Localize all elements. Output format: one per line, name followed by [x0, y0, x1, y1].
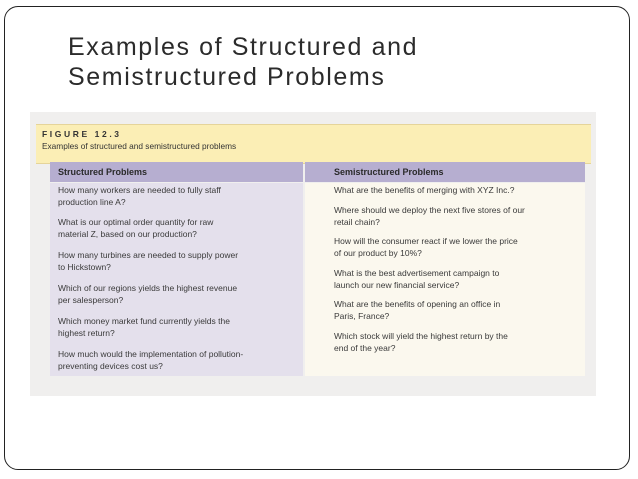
structured-item-line: to Hickstown? [58, 261, 111, 272]
structured-item-line: How much would the implementation of pollution- [58, 349, 244, 359]
figure-image [30, 112, 596, 396]
structured-item-line: What is our optimal order quantity for raw [58, 217, 214, 227]
structured-item [58, 283, 290, 306]
structured-item-line: How many workers are needed to fully staff [58, 185, 221, 195]
semistructured-column-header: Semistructured Problems [305, 162, 585, 182]
semistructured-item-line: What are the benefits of merging with XYZ Inc.? [334, 185, 515, 195]
structured-item [58, 349, 290, 372]
semistructured-item-line: launch our new financial service? [334, 279, 460, 290]
semistructured-item [334, 268, 574, 291]
semistructured-item-line: What are the benefits of opening an office in [334, 299, 501, 309]
structured-item-line: per salesperson? [58, 294, 124, 305]
slide-title-line-1: Examples of Structured and [68, 33, 419, 61]
semistructured-item-line: What is the best advertisement campaign to [334, 268, 500, 278]
structured-item-line: preventing devices cost us? [58, 360, 163, 371]
semistructured-item [334, 331, 574, 354]
structured-item-line: material Z, based on our production? [58, 228, 197, 239]
semistructured-item-line: end of the year? [334, 342, 396, 353]
semistructured-item [334, 205, 574, 228]
structured-item-line: Which money market fund currently yields the [58, 316, 230, 326]
structured-item [58, 185, 290, 208]
structured-item [58, 316, 290, 339]
slide-title [68, 32, 568, 92]
structured-item-line: production line A? [58, 196, 126, 207]
semistructured-item-line: How will the consumer react if we lower the price [334, 236, 518, 246]
semistructured-item-line: of our product by 10%? [334, 247, 422, 258]
structured-item-line: Which of our regions yields the highest revenue [58, 283, 238, 293]
semistructured-item [334, 185, 574, 197]
figure-header [36, 124, 591, 164]
structured-column-header: Structured Problems [50, 162, 303, 182]
figure-label: FIGURE 12.3 [42, 129, 122, 139]
structured-column [50, 183, 303, 376]
semistructured-item [334, 236, 574, 259]
structured-item-line: How many turbines are needed to supply power [58, 250, 239, 260]
structured-item [58, 217, 290, 240]
semistructured-item-line: Paris, France? [334, 310, 390, 321]
semistructured-item-line: retail chain? [334, 216, 380, 227]
structured-item [58, 250, 290, 273]
structured-item-line: highest return? [58, 327, 115, 338]
figure-caption: Examples of structured and semistructured problems [42, 141, 237, 151]
semistructured-item-line: Where should we deploy the next five stores of our [334, 205, 525, 215]
semistructured-column [305, 183, 585, 376]
semistructured-item-line: Which stock will yield the highest return by the [334, 331, 508, 341]
slide-title-line-2: Semistructured Problems [68, 63, 386, 91]
semistructured-item [334, 299, 574, 322]
